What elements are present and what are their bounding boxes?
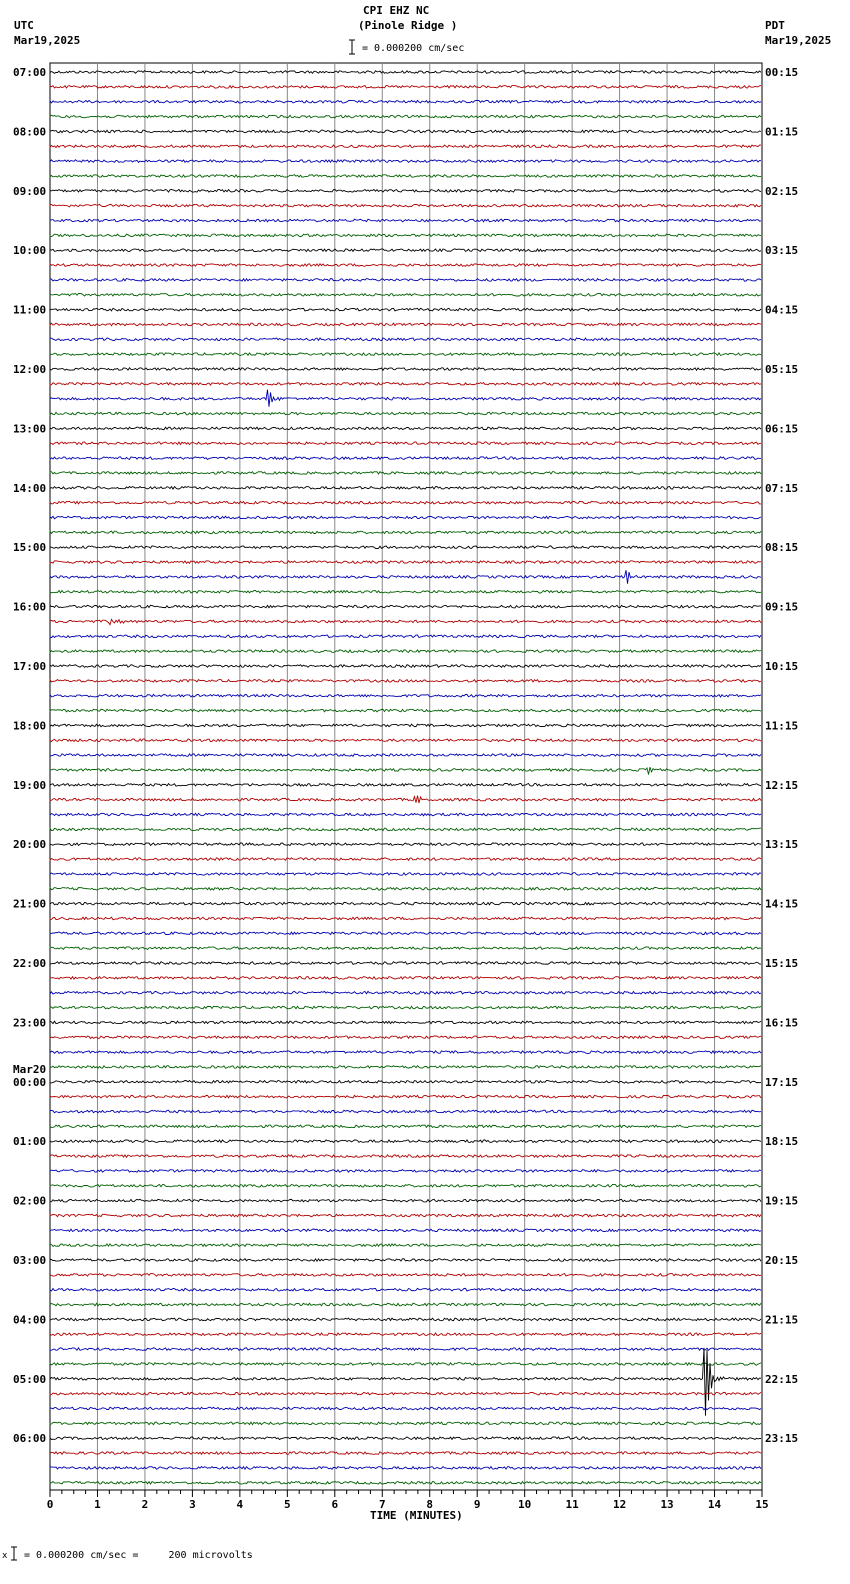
utc-time-label: 14:00 <box>13 481 47 495</box>
seismic-trace <box>50 858 761 861</box>
seismic-trace <box>50 71 761 74</box>
pdt-time-label: 02:15 <box>765 184 799 198</box>
pdt-time-label: 10:15 <box>765 660 799 673</box>
utc-time-label: 00:00 <box>13 1075 47 1089</box>
seismic-trace <box>50 1452 761 1455</box>
seismic-trace <box>50 531 761 534</box>
seismic-trace <box>50 353 761 356</box>
left-date: Mar19,2025 <box>14 34 81 47</box>
seismic-trace <box>50 767 761 774</box>
pdt-time-label: 08:15 <box>765 541 799 555</box>
seismic-trace <box>50 338 761 341</box>
pdt-time-label: 21:15 <box>765 1313 799 1327</box>
seismic-trace <box>50 1482 761 1485</box>
utc-time-label: 22:00 <box>13 957 47 970</box>
x-tick-label: 10 <box>518 1498 532 1511</box>
pdt-time-label: 12:15 <box>765 778 799 792</box>
seismic-trace <box>50 1036 761 1039</box>
utc-time-label: 17:00 <box>13 660 47 673</box>
x-axis-title: TIME (MINUTES) <box>370 1509 463 1522</box>
seismic-trace <box>50 784 761 787</box>
seismic-trace <box>50 1095 761 1098</box>
utc-time-label: 11:00 <box>13 303 47 317</box>
x-tick-label: 14 <box>707 1498 722 1511</box>
seismic-trace <box>50 190 761 193</box>
seismic-trace <box>50 561 761 564</box>
seismic-trace <box>50 917 761 920</box>
seismic-trace <box>50 264 761 267</box>
pdt-time-label: 20:15 <box>765 1254 799 1267</box>
seismic-trace <box>50 1110 761 1113</box>
x-tick-label: 13 <box>660 1498 674 1511</box>
seismic-trace <box>50 249 761 252</box>
utc-time-label: 08:00 <box>13 125 47 139</box>
seismic-trace <box>50 828 761 831</box>
utc-time-label: 20:00 <box>13 838 47 852</box>
seismic-trace <box>50 115 761 118</box>
pdt-time-label: 01:15 <box>765 125 799 139</box>
seismic-trace <box>50 294 761 297</box>
seismic-trace <box>50 1363 761 1366</box>
scale-bar-icon <box>349 40 355 54</box>
seismic-trace <box>50 1348 761 1351</box>
pdt-time-label: 22:15 <box>765 1372 799 1386</box>
seismic-trace <box>50 1214 761 1217</box>
seismic-trace <box>50 754 761 757</box>
pdt-time-label: 15:15 <box>765 957 799 970</box>
seismic-trace <box>50 665 761 668</box>
seismic-trace <box>50 412 761 415</box>
footer-scale-bar-icon <box>11 1547 17 1560</box>
seismic-trace <box>50 487 761 490</box>
footer-scale-note: = 0.000200 cm/sec = 200 microvolts <box>24 1550 253 1561</box>
seismic-trace <box>50 457 761 460</box>
pdt-time-label: 19:15 <box>765 1194 799 1208</box>
seismic-trace <box>50 390 761 407</box>
pdt-time-label: 16:15 <box>765 1016 799 1030</box>
seismic-trace <box>50 947 761 950</box>
seismic-trace <box>50 796 761 803</box>
seismic-trace <box>50 100 761 103</box>
utc-time-label: 05:00 <box>13 1372 47 1386</box>
seismic-trace <box>50 1140 761 1143</box>
pdt-time-label: 18:15 <box>765 1135 799 1149</box>
date-change-label: Mar20 <box>13 1062 47 1076</box>
seismic-trace <box>50 1006 761 1009</box>
seismic-trace <box>50 501 761 504</box>
seismic-trace <box>50 1170 761 1173</box>
seismic-trace <box>50 888 761 891</box>
pdt-time-label: 13:15 <box>765 838 799 852</box>
utc-time-label: 10:00 <box>13 244 47 258</box>
seismic-trace <box>50 843 761 846</box>
seismic-trace <box>50 234 761 237</box>
seismic-trace <box>50 1274 761 1277</box>
utc-time-label: 03:00 <box>13 1254 47 1267</box>
utc-time-label: 21:00 <box>13 897 47 911</box>
seismic-trace <box>50 1081 761 1084</box>
seismic-trace <box>50 368 761 371</box>
utc-time-label: 19:00 <box>13 778 47 792</box>
seismic-trace <box>50 1051 761 1054</box>
x-tick-label: 11 <box>565 1498 579 1511</box>
seismic-trace <box>50 427 761 430</box>
utc-time-label: 01:00 <box>13 1135 47 1149</box>
x-tick-label: 7 <box>378 1498 386 1511</box>
seismic-trace <box>50 160 761 163</box>
utc-time-label: 16:00 <box>13 600 47 614</box>
x-tick-label: 1 <box>94 1498 101 1511</box>
station-title: CPI EHZ NC <box>363 4 430 17</box>
x-tick-label: 4 <box>236 1498 244 1511</box>
seismic-trace <box>50 1348 761 1416</box>
pdt-time-label: 23:15 <box>765 1432 799 1446</box>
pdt-time-label: 14:15 <box>765 897 799 911</box>
seismic-trace <box>50 813 761 816</box>
utc-time-label: 13:00 <box>13 422 47 436</box>
footer-scale-prefix: x <box>2 1551 8 1561</box>
seismic-trace <box>50 619 761 624</box>
right-timezone: PDT <box>765 19 785 32</box>
x-tick-label: 8 <box>426 1498 434 1511</box>
seismic-trace <box>50 591 761 594</box>
seismic-trace <box>50 1259 761 1262</box>
x-tick-label: 12 <box>612 1498 627 1511</box>
seismic-trace <box>50 1333 761 1336</box>
seismic-trace <box>50 1437 761 1440</box>
seismic-trace <box>50 605 761 608</box>
station-subtitle: (Pinole Ridge ) <box>358 19 458 32</box>
seismic-trace <box>50 323 761 326</box>
seismic-trace <box>50 130 761 133</box>
seismic-trace <box>50 516 761 519</box>
utc-time-label: 15:00 <box>13 541 47 555</box>
seismic-trace <box>50 1199 761 1202</box>
x-tick-label: 5 <box>284 1498 291 1511</box>
seismic-trace <box>50 1392 761 1395</box>
utc-time-label: 23:00 <box>13 1016 47 1030</box>
seismic-trace <box>50 308 761 311</box>
seismic-trace <box>50 650 761 653</box>
seismic-trace <box>50 962 761 965</box>
seismic-trace <box>50 383 761 386</box>
right-date: Mar19,2025 <box>765 34 832 47</box>
seismic-trace <box>50 1288 761 1291</box>
seismic-trace <box>50 546 761 549</box>
pdt-time-label: 07:15 <box>765 481 799 495</box>
seismic-trace <box>50 1318 761 1321</box>
pdt-time-label: 03:15 <box>765 244 799 258</box>
seismic-trace <box>50 1303 761 1306</box>
utc-time-label: 02:00 <box>13 1194 47 1208</box>
seismic-trace <box>50 932 761 935</box>
seismic-trace <box>50 1229 761 1232</box>
seismic-trace <box>50 1467 761 1470</box>
seismic-trace <box>50 175 761 178</box>
utc-time-label: 09:00 <box>13 184 47 198</box>
pdt-time-label: 17:15 <box>765 1075 799 1089</box>
seismic-trace <box>50 739 761 742</box>
seismic-trace <box>50 1244 761 1247</box>
seismic-trace <box>50 442 761 445</box>
seismic-trace <box>50 902 761 905</box>
seismic-trace <box>50 204 761 207</box>
pdt-time-label: 05:15 <box>765 363 799 376</box>
seismic-trace <box>50 991 761 994</box>
seismic-trace <box>50 570 761 584</box>
pdt-time-label: 00:15 <box>765 66 799 79</box>
x-tick-label: 6 <box>331 1498 339 1511</box>
scale-text: = 0.000200 cm/sec <box>362 43 465 54</box>
seismic-trace <box>50 1422 761 1425</box>
x-tick-label: 0 <box>46 1498 54 1511</box>
seismic-trace <box>50 694 761 697</box>
seismic-trace <box>50 279 761 282</box>
seismic-trace <box>50 977 761 980</box>
seismic-trace <box>50 1185 761 1188</box>
x-tick-label: 9 <box>473 1498 481 1511</box>
seismic-trace <box>50 1155 761 1158</box>
seismic-trace <box>50 1021 761 1024</box>
x-tick-label: 3 <box>189 1498 196 1511</box>
pdt-time-label: 11:15 <box>765 719 799 733</box>
seismic-trace <box>50 1125 761 1128</box>
utc-time-label: 04:00 <box>13 1313 47 1327</box>
utc-time-label: 06:00 <box>13 1432 47 1446</box>
seismic-trace <box>50 145 761 148</box>
left-timezone: UTC <box>14 19 34 32</box>
seismic-trace <box>50 635 761 638</box>
pdt-time-label: 04:15 <box>765 303 799 317</box>
pdt-time-label: 06:15 <box>765 422 799 436</box>
utc-time-label: 12:00 <box>13 363 47 376</box>
seismic-trace <box>50 680 761 683</box>
seismic-trace <box>50 873 761 876</box>
seismic-trace <box>50 86 761 89</box>
seismic-trace <box>50 724 761 727</box>
pdt-time-label: 09:15 <box>765 600 799 614</box>
seismic-trace <box>50 472 761 475</box>
seismic-trace <box>50 1066 761 1069</box>
utc-time-label: 07:00 <box>13 66 47 79</box>
seismic-trace <box>50 709 761 712</box>
utc-time-label: 18:00 <box>13 719 47 733</box>
x-tick-label: 15 <box>755 1498 769 1511</box>
x-tick-label: 2 <box>141 1498 149 1511</box>
seismic-trace <box>50 1407 761 1410</box>
seismic-trace <box>50 219 761 222</box>
